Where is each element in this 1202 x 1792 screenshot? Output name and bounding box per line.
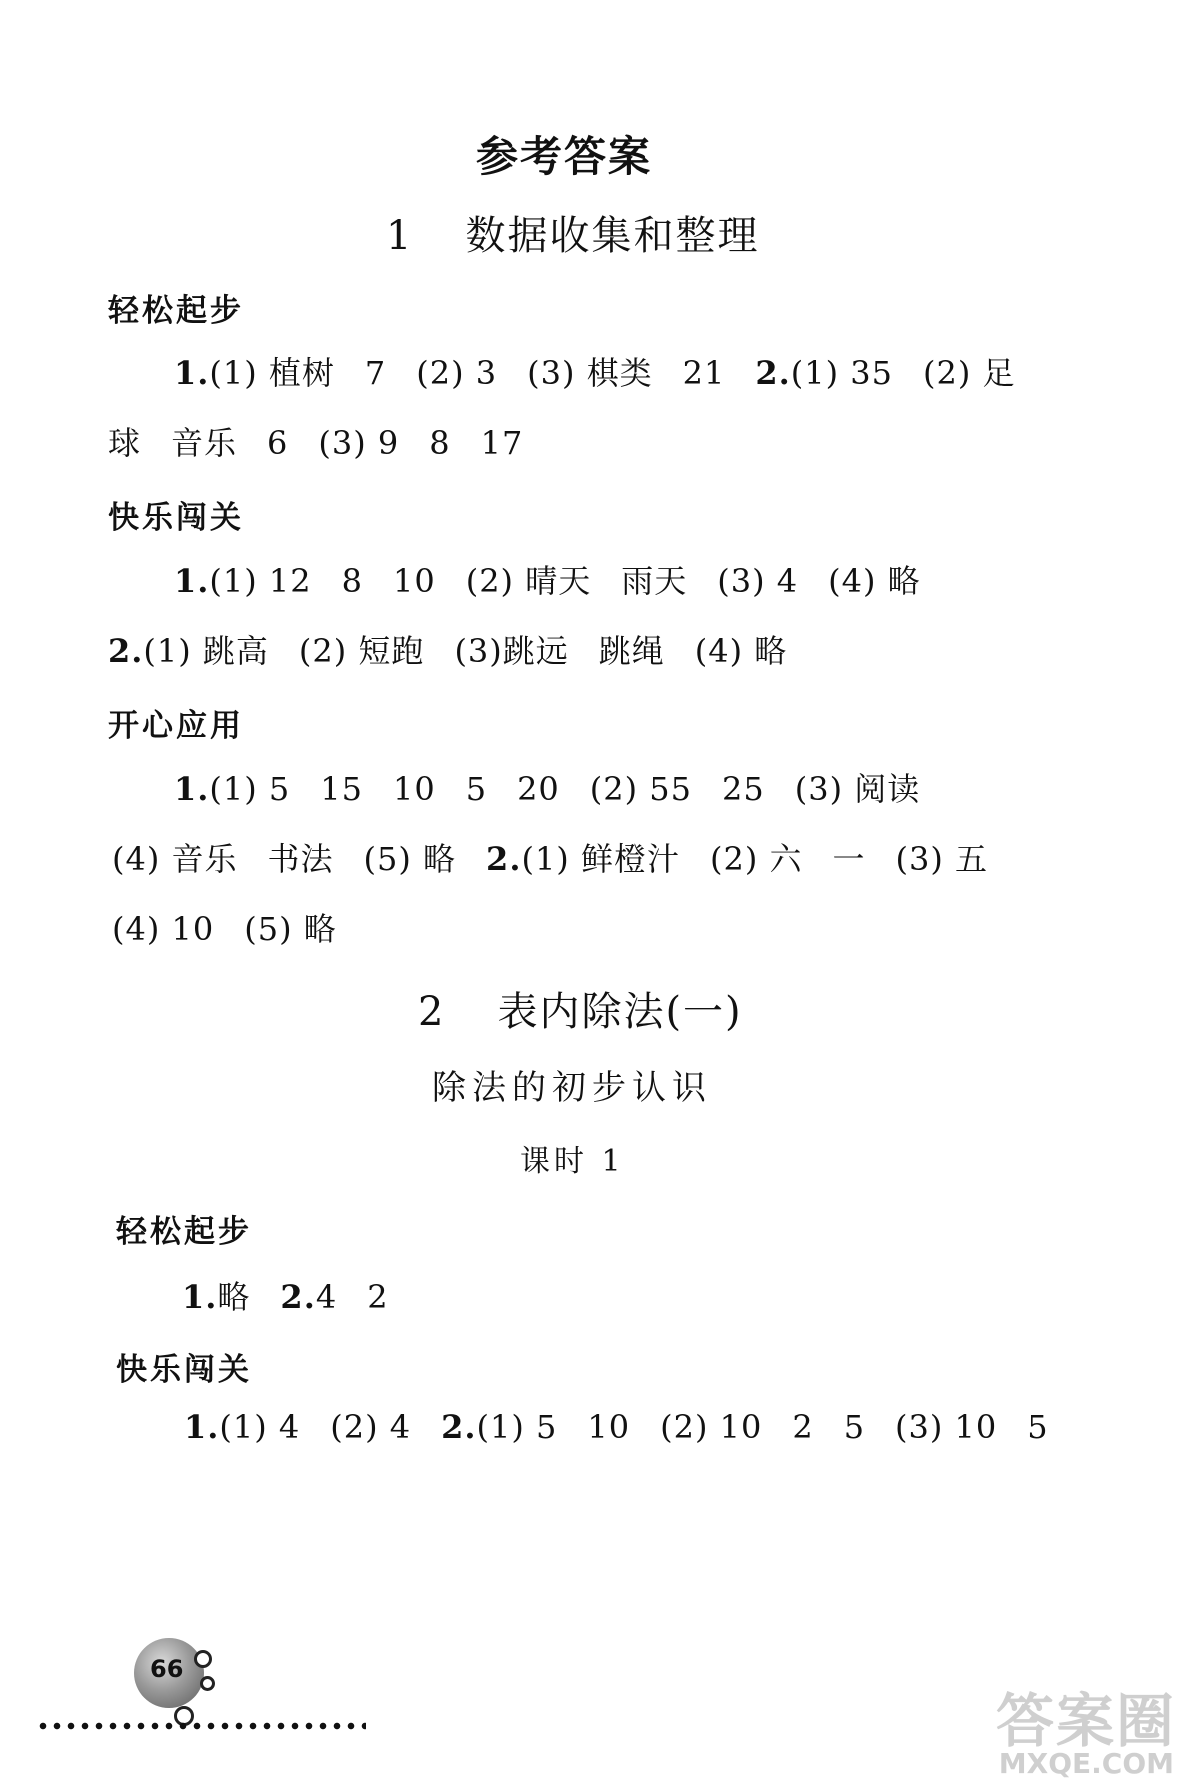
page-number: 66: [150, 1655, 184, 1683]
answer-line: 2.(1) 跳高 (2) 短跑 (3)跳远 跳绳 (4) 略: [108, 632, 788, 670]
answer-line: 球 音乐 6 (3) 9 8 17: [108, 424, 524, 462]
answer-line: (4) 音乐 书法 (5) 略 2.(1) 鲜橙汁 (2) 六 一 (3) 五: [112, 840, 989, 878]
chapter-number: 2: [418, 989, 446, 1035]
answer-line: 1.略 2.4 2: [182, 1278, 389, 1316]
section-title: 快乐闯关: [108, 500, 244, 536]
section-title: 开心应用: [108, 708, 244, 744]
dotted-rule: [36, 1722, 366, 1730]
chapter-heading-1: [386, 204, 759, 261]
chapter-title: 表内除法(一): [497, 989, 743, 1035]
chapter-heading-2: [418, 980, 743, 1037]
decor-ring: [194, 1650, 212, 1668]
decor-ring: [200, 1676, 215, 1691]
section-title: 轻松起步: [116, 1214, 252, 1250]
section-title: 轻松起步: [108, 293, 244, 329]
chapter-title: 数据收集和整理: [465, 213, 760, 259]
watermark-text: 答案圈: [995, 1687, 1176, 1755]
answer-line: (4) 10 (5) 略: [112, 910, 337, 948]
answer-line: 1.(1) 植树 7 (2) 3 (3) 棋类 21 2.(1) 35 (2) 足: [174, 354, 1016, 392]
subheading: 除法的初步认识: [432, 1068, 712, 1108]
answer-line: 1.(1) 12 8 10 (2) 晴天 雨天 (3) 4 (4) 略: [174, 562, 921, 600]
lesson-label: 课时 1: [520, 1144, 625, 1179]
chapter-number: 1: [386, 213, 414, 259]
section-title: 快乐闯关: [116, 1352, 252, 1388]
answer-line: 1.(1) 5 15 10 5 20 (2) 55 25 (3) 阅读: [174, 770, 921, 808]
watermark-url: MXQE.COM: [998, 1747, 1174, 1780]
answer-line: 1.(1) 4 (2) 4 2.(1) 5 10 (2) 10 2 5 (3) 10 5: [184, 1408, 1049, 1446]
page-title: 参考答案: [476, 132, 653, 181]
watermark: [994, 1674, 1184, 1784]
